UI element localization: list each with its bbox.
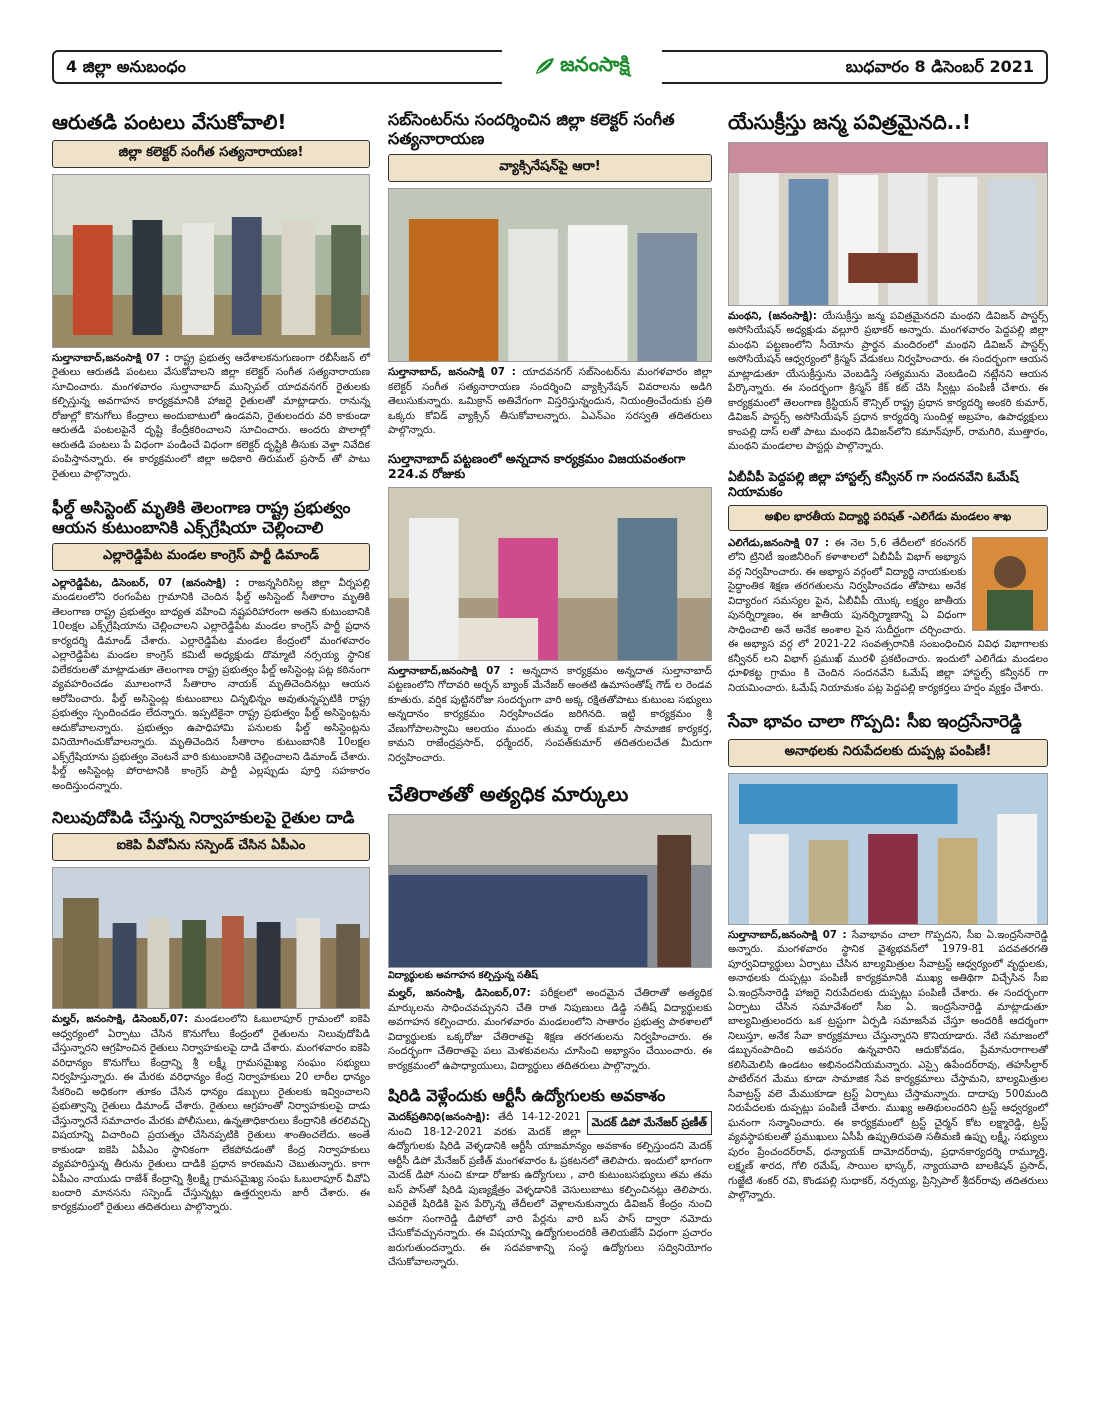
article-subcenter-visit <box>388 110 712 439</box>
page-header <box>52 50 1048 84</box>
article-photo <box>388 487 712 661</box>
article-headline: చేతిరాతతో అత్యధిక మార్కులు <box>388 782 629 807</box>
article-subheadline: జిల్లా కలెక్టర్ సంగీత సత్యనారాయణ! <box>52 140 370 168</box>
classroom-photo <box>389 815 711 967</box>
article-annadanam <box>388 451 712 766</box>
article-photo <box>388 188 712 362</box>
article-text: తేదీ 14-12-2021 నుంచి 18-12-2021 వరకు మెదక్ జిల్లా ఉద్యోగులకు షిరిడి వెళ్ళడానికి ఆర్టీసీ యాజమాన్యం అవకాశం కల్పిస్తుందని మెదక్ ఆర్టీసీ డిపో మేనేజర్ ప్రణీత్ మంగళవారం ఓ ప్రకటనలో తెలిపారు. ఇందులో భాగంగా మెదక్ డిపో నుంచి కూడా రోజుకు ఉద్యోగులు , వారి కుటుంబసభ్యులు తమ తమ బస్ పాస్‌తో షిరిడి పుణ్యక్షేత్రం వెళ్ళడానికి వెసులుబాటు కల్పించినట్లు తెలిపారు. ఎవరైతే షిరిడికి పైన పేర్కొన్న తేదీలలో వెళ్లాలనుకున్నారు డివిజన్ కేంద్రం నుంచి అనగా సంగారెడ్డి డిపోలో వారి పేర్లను వారి బస్ పాస్ ద్వారా నమోదు చేసుకోవచ్చునన్నారు. ఈ విషయాన్ని ఉద్యోగులందరికీ తెలియజేసే విధంగా ప్రచారం జరుగుతుందన్నారు. ఈ సదవకాశాన్ని సంస్థ ఉద్యోగులు సద్వినియోగం చేసుకోవాలన్నారు. <box>388 1112 712 1269</box>
article-body <box>52 577 370 794</box>
photo-caption: విద్యార్థులకు అవగాహన కల్పిస్తున్న సతీష్ <box>388 970 538 982</box>
article-headline: సుల్తానాబాద్ పట్టణంలో అన్నదాన కార్యక్రమం విజయవంతంగా 224.వ రోజుకు <box>388 450 686 481</box>
article-text: యేసుక్రీస్తు జన్మ పవిత్రమైనదని మంథని డివిజన్ పాస్టర్స్ అసోసియేషన్ అధ్యక్షుడు వల్లూరి ప్రభాకర్ అన్నారు. మంగళవారం పెద్దపల్లి జిల్లా మంథని పట్టణంలోని సీయోను ప్రార్థన మందిరంలో మంథని డివిజన్ పాస్టర్స్ అసోసియేషన్ ఆధ్వర్యంలో క్రిస్మస్ వేడుకలు నిర్వహించారు. ఈ సందర్భంగా ఆయన మాట్లాడుతూ యేసుక్రీస్తును వెంబడిస్తే సత్యమును వెంబడించి నట్లేనని ఆయన పేర్కొన్నారు. ఈ సందర్భంగా క్రిస్మస్ కేక్ కట్ చేసి స్వీట్లు పంపిణీ చేశారు. ఈ కార్యక్రమంలో తెలంగాణ క్రిస్టియన్ కౌన్సిల్ రాష్ట్ర ప్రధాన కార్యదర్శి అంకరి కుమార్, డివిజన్ పాస్టర్స్ అసోసియేషన్ ప్రధాన కార్యదర్శి సుందిళ్ల అబ్రహం, ఉపాధ్యక్షులు కాంపల్లి దాస్ లతో పాటు మంథని డివిజన్‌లోని కమాన్‌పూర్, రామగిరి, ముత్తారం, మంథని మండలాల పాస్టర్లు పాల్గొన్నారు. <box>728 311 1048 453</box>
article-body <box>728 310 1048 455</box>
collector-field-photo <box>53 175 369 347</box>
article-text: పరీక్షలలో అందమైన చేతిరాతో అత్యధిక మార్కులను సాధించవచ్చునని చేతి రాత నిపుణులు డిడ్డి సతీష్ విద్యార్థులకు అవగాహన కల్పించారు. మంగళవారం మండలంలోని సాతారం ప్రభుత్వ పాఠశాలలో విద్యార్థులకు ఒక్కరోజు చేతిరాతపై శిక్షణ తరగతులను నిర్వహించారు. ఈ సందర్భంగా చేతిరాతపై పలు మెళకువలను చూసించి అభ్యాసం చేయించారు. ఈ కార్యక్రమంలో ఉపాధ్యాయులు, విద్యార్థులు తదితరులు పాల్గొన్నారు. <box>388 988 713 1072</box>
article-dateline: సుల్తానాబాద్,జనంసాక్షి 07 : <box>52 353 170 364</box>
article-body <box>388 987 712 1074</box>
page-section-label: 4 జిల్లా అనుబంధం <box>66 57 186 76</box>
article-farmers-attack <box>52 808 370 1216</box>
article-text: ఈ నెల 5,6 తేదీలలో కరంనగర్ లోని ట్రినిటీ ఇంజినీరింగ్ కళాశాలలో ఏబీవీపీ విభాగ్ అభ్యాస వర్గ నిర్వహించారు. ఈ అభ్యాస వర్గంలో విద్యార్థి నాయకులకు సైద్ధాంతిక శిక్షణ తరగతులను నిర్వహించడం తోపాటు అనేక విద్యారంగ సమస్యల పైన, ఏబీవీపీ యొక్క లక్ష్యం జాతీయ పునర్నిర్మాణం, ఈ జాతీయ పునర్నిర్మాణాన్ని ఏ విధంగా సాధించాలి అనే అనేక అంశాల పైన సుదీర్ఘంగా చర్చించారు. ఈ అభ్యాస వర్గ లో 2021-22 సంవత్సరానికి సంబంధించిన వివిధ విభాగాలకు కన్వీనర్ లని విభాగ్ ప్రముఖ్ మురళీ ప్రకటించారు. ఇందులో ఎలిగేడు మండలం ధూళికట్ట గ్రామం కి చెందిన సందనవేని ఓమేష్ జిల్లా హాస్టల్స్ కన్వీనర్ గా నియమించారు. ఓమేష్ నియామకం పట్ల పెద్దపల్లి కార్యకర్తలు హర్షం వ్యక్తం చేశారు. <box>728 537 1048 694</box>
article-photo <box>52 867 370 1009</box>
leaf-logo-icon <box>534 56 556 76</box>
article-blankets <box>728 712 1048 1204</box>
article-subheadline: ఎల్లారెడ్డిపేట మండల కాంగ్రెస్ పార్టీ డిమాండ్ <box>52 543 370 571</box>
article-text: రాజన్నసిరిసిల్ల జిల్లా వీర్నపల్లి మండలంలోని రంగంపేట గ్రామానికి చెందిన ఫీల్డ్ అసిస్టెంట్ సీతారాం మృతికి తెలంగాణ రాష్ట్ర ప్రభుత్వం బాధ్యత వహించి నష్టపరిహారంగా అతని కుటుంబానికి 10లక్షల ఎక్స్‌గ్రేషియాను చెల్లించాలని ఎల్లారెడ్డిపేట మండల కాంగ్రెస్ పార్టీ ప్రధాన కార్యదర్శి డిమాండ్ చేశారు. ఎల్లారెడ్డిపేట మండల కేంద్రంలో మంగళవారం ఎల్లారెడ్డిపేట మండల కాంగ్రెస్ కమిటీ అధ్యక్షుడు దొమ్మాటి నర్సయ్య స్థానిక విలేకరులతో మాట్లాడుతూ తెలంగాణ రాష్ట్ర ప్రభుత్వం ఫీల్డ్ అసిస్టెంట్ల పట్ల కఠినంగా వ్యవహరించడం మూలంగానే సీతారాం నాయక్ మృతిచెందినట్లు ఆయన ఆరోపించారు. ఫీల్డ్ అసిస్టెంట్ల కుటుంబాలు చిన్నభిన్నం అవుతున్నప్పటికి రాష్ట్ర ప్రభుత్వం స్పందించడం లేదన్నారు. ఇప్పటికైనా రాష్ట్ర ప్రభుత్వం ఫీల్డ్ అసిస్టెంట్లను ఆదుకోవాలన్నారు. ప్రభుత్వం ఉపాధిహామి పనులకు ఫీల్డ్ అసిస్టెంట్లను వినియోగించుకోవాలన్నారు. మృతిచెందిన సీతారాం కుటుంబానికి 10లక్షల ఎక్స్‌గ్రేషియాను ప్రభుత్వం వెంటనే వారి కుటుంబానికి చెల్లించాలని డిమాండ్ చేశారు. ఫీల్డ్ అసిస్టెంట్ల పోరాటానికి కాంగ్రెస్ పార్టీ ఎల్లప్పుడు పూర్తి సహకారం అందిస్తుందన్నారు. <box>52 577 370 792</box>
article-christmas <box>728 110 1048 455</box>
column-3 <box>728 96 1048 1204</box>
article-headline: నిలువుదోపిడి చేస్తున్న నిర్వాహకులపై రైతుల దాడి <box>52 808 355 827</box>
article-dateline: సుల్తానాబాద్,జనంసాక్షి 07 : <box>728 929 847 941</box>
vaccination-visit-photo <box>389 189 711 361</box>
article-dateline: సుల్తానాబాద్,జనంసాక్షి 07 : <box>388 665 514 677</box>
article-field-assistant <box>52 498 370 794</box>
article-subheadline: అనాథలకు నిరుపేదలకు దుప్పట్ల పంపిణీ! <box>728 739 1048 767</box>
article-text: సేవాభావం చాలా గొప్పదని, సీఐ ఏ.ఇంద్రసేనారెడ్డి అన్నారు. మంగళవారం స్థానిక వైశ్యభవన్‌లో 1979-81 పదవతరగతి పూర్వవిద్యార్థులు ఏర్పాటు చేసిన బాల్యమిత్రుల సేవాట్రస్ట్ ఆధ్వర్యంలో వృద్ధులకు, అనాథలకు దుప్పట్లు పంపిణీ కార్యక్రమానికి ముఖ్య అతిథిగా విచ్చేసిన సీఐ ఏ.ఇంద్రసేనారెడ్డి హాజరై నిరుపేదలకు దుప్పట్లు పంపిణీ చేశారు. ఈ సందర్భంగా ఏర్పాటు చేసిన సమావేశంలో సీఐ ఏ. ఇంద్రసేనారెడ్డి మాట్లాడుతూ బాల్యమిత్రులందరు ఒక ట్రస్టుగా ఏర్పడి సమాజసేవ చేస్తూ అందరికీ ఆదర్శంగా నిలుస్తూ, అనేక సేవా కార్యక్రమాలు చేస్తున్నారని కొనియాడారు. నేటి సమాజంలో డబ్బునంపాదించి అవసరం ఉన్నవారిని ఆదుకోవడం, ప్రేమానురాగాలతో కలిసిమెలిసి ఉండటం అభినందనీయమన్నారు. ఎస్సై ఉపేందర్‌రావు, తహసీల్దార్ పాటిల్‌నగ మేము కూడా సామాజిక సేవ కార్యక్రమాలు చేస్తామని, బాల్యమిత్రుల సేవాట్రస్ట్ వలె మేముకూడా ట్రస్ట్ ఏర్పాటు చేస్తామన్నారు. దాదాపు 500మంది నిరుపేదలకు దుప్పట్లు పంపిణీ చేశారు. ముఖ్య అతిథులందరిని ట్రస్ట్ ఆధ్వర్యంలో ఘనంగా సన్మానించారు. ఈ కార్యక్రమంలో ట్రస్ట్ చైర్మన్ కోట లక్ష్మారెడ్డి, ట్రస్ట్ వ్యవస్థాపకులతో ప్రముఖులు ఏసీపీ ఉప్పుతిరుపతి సతీమణి ఉప్పు లక్ష్మీ, సభ్యులు పురం ప్రేంచందర్‌రావ్, ధన్యాయక్ దామోదర్‌రావు, ప్రధానకార్యదర్శి రామ్మూర్తి, లక్ష్మణ్ శారద, గోలి రమేష్, సాయిల భాస్కర్, న్యాయవాది బాలకిషన్ ప్రసాద్, గుజ్జేటి శంకర్ రవి, కొండపల్లి సుధాకర్, నర్సయ్య, ప్రిన్సిపాల్ శ్రీదర్‌రావు తదితరులు పాల్గొన్నారు. <box>728 929 1048 1202</box>
food-distribution-photo <box>389 488 711 660</box>
article-dateline: ఎల్లారెడ్డిపేట, డిసెంబర్, 07 (జనంసాక్షి) : <box>52 577 240 589</box>
masthead-title: జనంసాక్షి <box>560 51 630 76</box>
article-abvp <box>728 469 1048 696</box>
article-shirdi <box>388 1086 712 1271</box>
article-body <box>52 352 370 482</box>
article-dateline: మెదక్‌ప్రతినిధి(జనంసాక్షి): <box>388 1112 490 1124</box>
article-subheadline: ఐకెపి వీవోఏను సస్పెండ్ చేసిన ఏపీఎం <box>52 833 370 861</box>
article-dateline: ఎలిగేడు,జనంసాక్షి 07 : <box>728 537 830 549</box>
article-body <box>388 366 712 438</box>
article-dateline: సుల్తానాబాద్, జనంసాక్షి 07 : <box>388 367 516 379</box>
article-handwriting <box>388 782 712 1074</box>
article-dateline: మంథని, (జనంసాక్షి): <box>728 311 817 322</box>
article-photo <box>728 773 1048 925</box>
article-dateline: మల్హర్, జనంసాక్షి, డిసెంబర్,07: <box>388 988 531 1000</box>
article-photo <box>52 174 370 348</box>
farmers-crowd-photo <box>53 868 369 1008</box>
article-body <box>388 1111 712 1270</box>
article-headline: ఆరుతడి పంటలు వేసుకోవాలి! <box>52 110 287 134</box>
article-aruthadi <box>52 110 370 482</box>
masthead-logo <box>502 46 662 86</box>
article-photo <box>388 814 712 968</box>
blanket-distribution-photo <box>729 774 1047 924</box>
article-subheadline: అఖిల భారతీయ విద్యార్థి పరిషత్ -ఎలిగేడు మండలం శాఖ <box>728 505 1048 531</box>
page-date: బుధవారం 8 డిసెంబర్ 2021 <box>845 57 1034 76</box>
article-photo <box>728 142 1048 306</box>
column-2 <box>388 96 712 1271</box>
article-headline: షిరిడి వెళ్లేందుకు ఆర్టీసీ ఉద్యోగులకు అవకాశం <box>388 1086 666 1106</box>
christmas-cake-photo <box>729 143 1047 305</box>
article-text: అన్నదాన కార్యక్రమం అన్నదాత సుల్తానాబాద్ పట్టణంలోని గోదావరి అర్బన్ బ్యాంక్ మేనేజర్ అంతటి ఉమాసంతోష్ గౌడ్ ల రెండవ కూతురు. వర్షిక పుట్టినరోజు సందర్భంగా వారి అక్క రక్షితతోపాటు కుటుంబ సభ్యులు అన్నదానం కార్యక్రమం నిర్వహించడం జరిగినది. ఇట్టి కార్యక్రమం శ్రీ వేణుగోపాలస్వామి ఆలయం ముందు తుమ్మ రాజ్ కుమార్ సామాజిక కార్యకర్త, కామని రాజేంద్రప్రసాద్, ధర్మేందర్, సంపత్‌కుమార్ తదితరులచేత మీదుగా నిర్వహించారు. <box>388 665 712 764</box>
article-headline: సేవా భావం చాలా గొప్పది: సీఐ ఇంద్రసేనారెడ్డి <box>728 712 1022 733</box>
article-subheadline: వ్యాక్సినేషన్‌పై ఆరా! <box>388 154 712 182</box>
article-body <box>388 665 712 766</box>
article-text: మండలంలోని ఓబులాపూర్ గ్రామంలో ఐకెపి ఆధ్వర్యంలో ఏర్పాటు చేసిన కొనుగోలు కేంద్రంలో రైతులను నిలువుదోపిడి చేస్తున్నారని ఆగ్రహించిన రైతులు నిర్వాహకులపై దాడి చేశారు. మంగళవారం ఐకెపి వరిధాన్యం కొనుగోలు కేంద్రాన్ని శ్రీ లక్ష్మీ గ్రామసమైఖ్య సంఘం సభ్యులు నిర్వహిస్తున్నారు. ఈ మేరకు వరిధాన్యం కేంద్ర నిర్వాహకులు 20 లారీల ధాన్యం సేకరించి అధికంగా తూకం చేసిన ధాన్యం డబ్బులు రైతులకు ఇవ్వించాలని ప్రభుత్వాన్ని రైతులు డిమాండ్ చేశారు. రైతులు ఆగ్రహంతో నిర్వాహకులపై దాడు చేస్తున్నారనే సమాచారం మేరకు పోలీసులు, ఉన్నతాధికారులు కేంద్రానికి తరలివచ్చి విషయాన్ని విచారించి ప్రయత్నం చేసినప్పటికి రైతులు శాంతించలేదు. అంతే కాకుండా ఐకెపి ఏపీఎం స్థానికంగా లేకపోవడంతో కేంద్ర నిర్వాహకులు వ్యవహరిస్తున్న తీరును రైతులు దాడికి ప్రధాన కారణమని చెబుతున్నారు. కాగా ఏపీఎం నాయుడు రాజేశ్ కేంద్రాన్ని శ్రీలక్ష్మి గ్రామసమైఖ్య సంఘ ఓబులాపూర్ వీవోఏ బందారి మానసను సస్పెండ్ చేస్తున్నట్లు ఉత్తర్వులను జారీ చేశారు. ఈ కార్యక్రమంలో రైతులు తదితరులు పాల్గొన్నారు. <box>52 1014 370 1214</box>
article-body <box>728 537 1048 696</box>
article-headline: ఫీల్డ్ అసిస్టెంట్ మృతికి తెలంగాణ రాష్ట్ర ప్రభుత్వం ఆయన కుటుంబానికి ఎక్స్‌గ్రేషియా చెల్లించాలి <box>52 498 351 537</box>
article-body <box>728 929 1048 1204</box>
article-text: రాష్ట్ర ప్రభుత్వ ఆదేశాలకనుగుణంగా రబీసీజన్ లో రైతులు ఆరుతడి పంటలు వేసుకోవాలని జిల్లా కలెక్టర్ సంగీత సత్యనారాయణ సూచించారు. మంగళవారం సుల్తానాబాద్ మున్సిపల్ యాదవనగర్ రైతులకు కల్పిస్తున్న అవగాహన కార్యక్రమానికి హాజరై రైతులతో మాట్లాడారు. రానున్న రోజుల్లో కొనుగోలు కేంద్రాలు అందుబాటులో ఉండవని, రైతులందరు వరి కాకుండా ఆరుతడి పంటలపైనే దృష్టి కేంద్రీకరించాలని సూచించారు. అందరు పొలాల్లో ఆరుతడి పంటలు పే విధంగా పండించే విధంగా కలెక్టర్ దృష్టికి తీసుకు వెళ్తా నివేదిక పంపిస్తానన్నారు. ఈ కార్యక్రమంలో జిల్లా అధికారి తిరుమల్ ప్రసాద్ తో పాటు రైతులు పాల్గొన్నారు. <box>52 353 370 480</box>
omesh-portrait-photo <box>972 537 1048 631</box>
article-headline: సబ్‌సెంటర్‌ను సందర్శించిన జిల్లా కలెక్టర్ సంగీత సత్యనారాయణ <box>388 110 675 149</box>
article-headline: యేసుక్రీస్తు జన్మ పవిత్రమైనది..! <box>728 110 972 134</box>
article-text: యాదవనగర్ సబ్‌సెంటర్‌ను మంగళవారం జిల్లా కలెక్టర్ సంగీత సత్యనారాయణ సందర్శించి వ్యాక్సినేషన్ వివరాలను అడిగి తెలుసుకున్నారు. ఒమిక్రాన్ అతివేగంగా విస్తరిస్తున్నందున, నియంత్రించేందుకు ప్రతి ఒక్కరు కోవిడ్ వ్యాక్సిన్ తీసుకోవాలన్నారు. ఏఎన్ఎం సరస్వతి తదితరులు పాల్గొన్నారు. <box>388 367 712 437</box>
article-body <box>52 1013 370 1216</box>
column-1 <box>52 96 370 1216</box>
article-dateline: మల్హర్, జనంసాక్షి, డిసెంబర్,07: <box>52 1014 189 1026</box>
article-inset: మెదక్ డిపో మేనేజర్ ప్రణీత్ <box>587 1111 712 1135</box>
article-headline: ఏబీవీపీ పెద్దపల్లి జిల్లా హాస్టల్స్ కన్వీనర్ గా సందనవేని ఓమేష్ నియామకం <box>728 468 1019 499</box>
